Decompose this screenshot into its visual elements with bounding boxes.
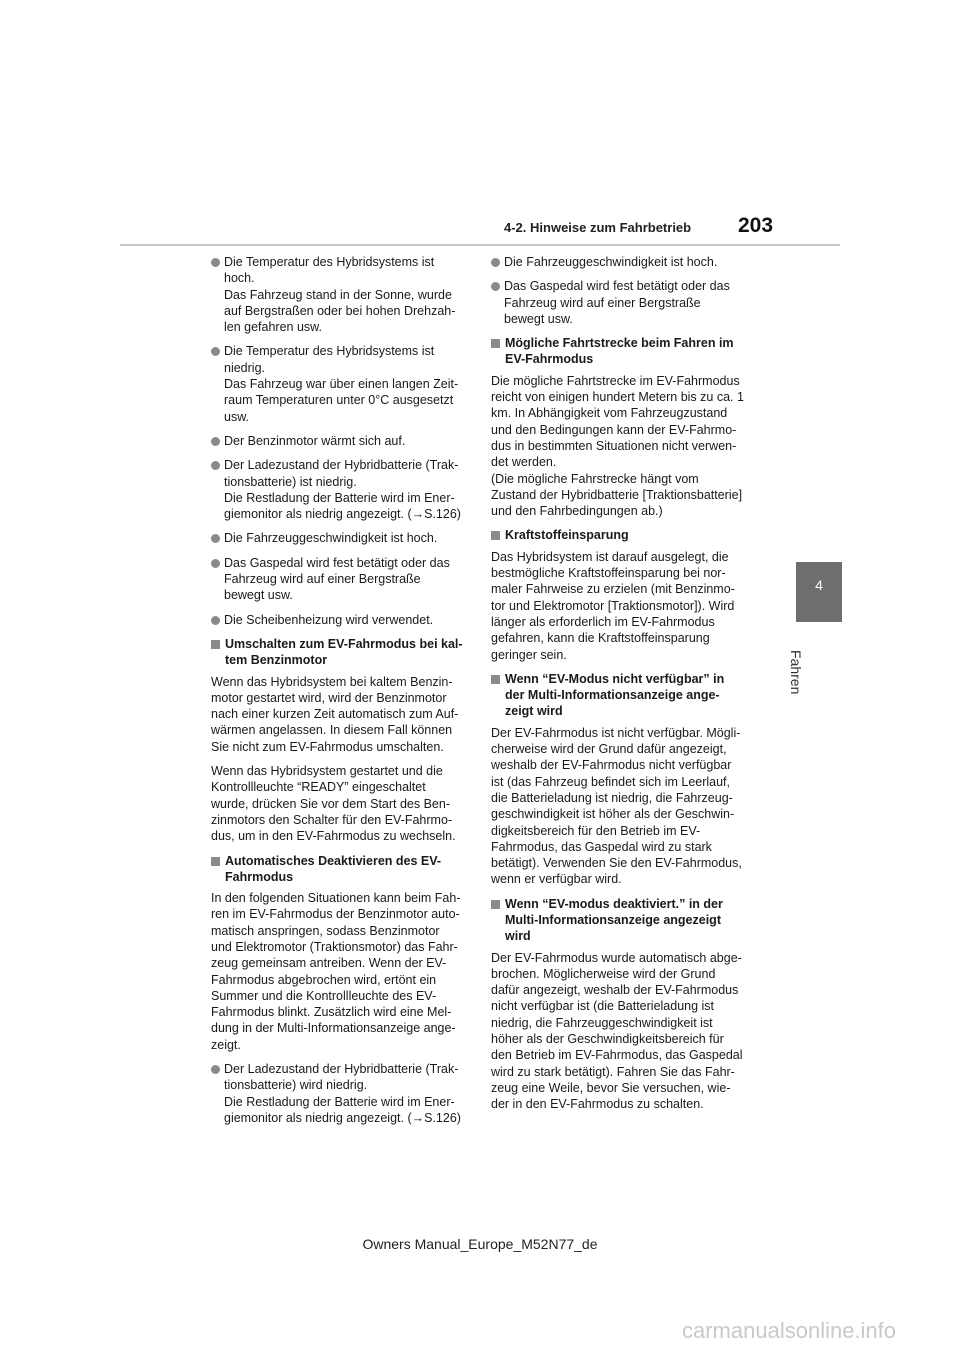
text-line: Mögliche Fahrtstrecke beim Fahren im xyxy=(505,336,734,351)
text-line: reicht von einigen hundert Metern bis zu ca. 1 xyxy=(491,390,744,405)
text-line: zeigt. xyxy=(211,1037,241,1052)
chapter-label xyxy=(780,650,812,710)
text-line: EV-Fahrmodus xyxy=(505,352,594,367)
text-line: raum Temperaturen unter 0°C ausgesetzt xyxy=(224,393,454,408)
paragraph xyxy=(491,725,751,888)
text-line: Fahrmodus xyxy=(225,869,294,884)
section-header: 4-2. Hinweise zum Fahrbetrieb xyxy=(504,220,692,235)
section-heading xyxy=(491,527,751,543)
text-line: wird xyxy=(505,929,531,944)
text-line: zeug gemeinsam antreiben. Wenn der EV- xyxy=(211,956,447,971)
text-line: auf Bergstraßen oder bei hohen Drehzah- xyxy=(224,303,456,318)
text-line: Kontrollleuchte “READY” eingeschaltet xyxy=(211,780,426,795)
text-line: ist (das Fahrzeug befindet sich im Leerlauf, xyxy=(491,774,731,789)
text-line: tionsbatterie) wird niedrig. xyxy=(224,1078,368,1093)
text-line: Zustand der Hybridbatterie [Traktionsbatterie] xyxy=(491,487,743,502)
text-line: Summer und die Kontrollleuchte des EV- xyxy=(211,988,437,1003)
paragraph xyxy=(491,549,751,663)
text-line: niedrig, die Fahrzeuggeschwindigkeit ist xyxy=(491,1015,713,1030)
text-line: Die Restladung der Batterie wird im Ener- xyxy=(224,490,455,505)
footer-text: Owners Manual_Europe_M52N77_de xyxy=(362,1236,598,1252)
text-line: dung in der Multi-Informationsanzeige ange- xyxy=(211,1021,456,1036)
text-line: det werden. xyxy=(491,455,557,470)
paragraph xyxy=(491,373,751,520)
text-line: usw. xyxy=(224,409,250,424)
paragraph xyxy=(211,674,471,755)
text-line: länger als erforderlich im EV-Fahrmodus xyxy=(491,614,715,629)
header-divider xyxy=(120,244,840,246)
text-line: Der Ladezustand der Hybridbatterie (Trak- xyxy=(224,1062,459,1077)
text-line: (Die mögliche Fahrstrecke hängt vom xyxy=(491,471,699,486)
bullet-item xyxy=(211,612,471,628)
text-line: In den folgenden Situationen kann beim Fah- xyxy=(211,891,461,906)
text-line: km. In Abhängigkeit vom Fahrzeugzustand xyxy=(491,406,728,421)
bullet-item xyxy=(211,530,471,546)
bullet-item xyxy=(211,555,471,604)
text-line: der Multi-Informationsanzeige ange- xyxy=(505,688,720,703)
text-line: geringer sein. xyxy=(491,647,567,662)
text-line: wenn er verfügbar wird. xyxy=(491,872,622,887)
paragraph xyxy=(491,950,751,1113)
text-line: Die Temperatur des Hybridsystems ist xyxy=(224,255,435,269)
text-line: bewegt usw. xyxy=(224,588,293,603)
text-line: maler Fahrweise zu erzielen (mit Benzinmo- xyxy=(491,582,735,597)
text-line: geschwindigkeit ist höher als der Geschwin- xyxy=(491,807,735,822)
text-line: wird zu stark betätigt). Fahren Sie das Fahr- xyxy=(491,1064,735,1079)
text-line: Wenn das Hybridsystem gestartet und die xyxy=(211,764,443,779)
text-line: die Batterieladung ist niedrig, die Fahrzeug- xyxy=(491,790,733,805)
text-line: Kraftstoffeinsparung xyxy=(505,528,629,543)
text-line: Multi-Informationsanzeige angezeigt xyxy=(505,912,721,927)
text-line: dus, um in den EV-Fahrmodus zu wechseln. xyxy=(211,829,456,844)
text-line: giemonitor als niedrig angezeigt. (→S.126) xyxy=(224,507,461,522)
text-line: Umschalten zum EV-Fahrmodus bei kal- xyxy=(225,636,463,651)
text-line: und den Bedingungen kann der EV-Fahrmo- xyxy=(491,422,737,437)
text-line: Die mögliche Fahrtstrecke im EV-Fahrmodus xyxy=(491,373,740,388)
paragraph xyxy=(211,763,471,844)
text-line: weshalb der EV-Fahrmodus nicht verfügbar xyxy=(491,758,732,773)
section-heading xyxy=(491,896,751,945)
text-line: brochen. Möglicherweise wird der Grund xyxy=(491,966,716,981)
text-line: Das Gaspedal wird fest betätigt oder das xyxy=(504,279,730,294)
text-line: nach einer kurzen Zeit automatisch zum Auf- xyxy=(211,707,459,722)
bullet-item xyxy=(211,457,471,522)
text-line: und Elektromotor (Traktionsmotor) das Fahr- xyxy=(211,939,458,954)
text-line: und den Fahrbedingungen ab.) xyxy=(491,504,663,519)
text-line: niedrig. xyxy=(224,360,265,375)
text-line: tem Benzinmotor xyxy=(225,653,328,668)
text-line: len gefahren usw. xyxy=(224,320,322,335)
text-line: Der Ladezustand der Hybridbatterie (Trak- xyxy=(224,458,459,473)
text-line: Fahrmodus blinkt. Zusätzlich wird eine Mel- xyxy=(211,1005,452,1020)
text-line: motor gestartet wird, wird der Benzinmotor xyxy=(211,690,447,705)
text-line: Die Fahrzeuggeschwindigkeit ist hoch. xyxy=(224,531,438,546)
text-line: Sie nicht zum EV-Fahrmodus umschalten. xyxy=(211,739,444,754)
bullet-item xyxy=(211,343,471,424)
text-line: Das Gaspedal wird fest betätigt oder das xyxy=(224,555,450,570)
text-line: wurde, drücken Sie vor dem Start des Ben- xyxy=(211,796,451,811)
section-heading xyxy=(211,853,471,886)
chapter-label-text: Fahren xyxy=(788,650,804,695)
text-line: Die Restladung der Batterie wird im Ener- xyxy=(224,1094,455,1109)
text-line: Der Benzinmotor wärmt sich auf. xyxy=(224,433,406,448)
bullet-item xyxy=(211,433,471,449)
section-heading xyxy=(211,636,471,669)
left-column xyxy=(211,254,471,1134)
text-line: digkeitsbereich für den Betrieb im EV- xyxy=(491,823,701,838)
section-heading xyxy=(491,671,751,720)
text-line: zeigt wird xyxy=(505,704,563,719)
bullet-item xyxy=(211,1061,471,1126)
text-line: gefahren, kann die Kraftstoffeinsparung xyxy=(491,631,710,646)
bullet-item xyxy=(491,278,751,327)
text-line: ren im EV-Fahrmodus der Benzinmotor auto- xyxy=(211,907,460,922)
text-line: Fahrmodus, das Gaspedal wird zu stark xyxy=(491,839,712,854)
chapter-number-tab: 4 xyxy=(796,562,842,622)
text-line: Die Temperatur des Hybridsystems ist xyxy=(224,344,435,359)
text-line: tor und Elektromotor [Traktionsmotor]). Wird xyxy=(491,598,735,613)
text-line: betätigt). Verwenden Sie den EV-Fahrmodus, xyxy=(491,856,742,871)
text-line: bestmögliche Kraftstoffeinsparung bei nor- xyxy=(491,566,726,581)
text-line: nicht verfügbar ist (die Batterieladung ist xyxy=(491,999,715,1014)
section-heading xyxy=(491,335,751,368)
text-line: Das Fahrzeug stand in der Sonne, wurde xyxy=(224,287,452,302)
text-line: dafür angezeigt, weshalb der EV-Fahrmodus xyxy=(491,983,739,998)
text-line: den Betrieb im EV-Fahrmodus, das Gaspedal xyxy=(491,1048,743,1063)
text-line: Wenn “EV-modus deaktiviert.” in der xyxy=(505,896,723,911)
text-line: Fahrzeug wird auf einer Bergstraße xyxy=(504,295,701,310)
text-line: Das Hybridsystem ist darauf ausgelegt, die xyxy=(491,549,729,564)
watermark-text: carmanualsonline.info xyxy=(682,1318,897,1343)
text-line: cherweise wird der Grund dafür angezeigt, xyxy=(491,742,727,757)
text-line: Die Fahrzeuggeschwindigkeit ist hoch. xyxy=(504,255,718,269)
text-line: bewegt usw. xyxy=(504,311,573,326)
text-line: giemonitor als niedrig angezeigt. (→S.126) xyxy=(224,1110,461,1125)
bullet-item xyxy=(211,254,471,335)
text-line: tionsbatterie) ist niedrig. xyxy=(224,474,357,489)
bullet-item xyxy=(491,254,751,270)
text-line: hoch. xyxy=(224,271,255,286)
page-number: 203 xyxy=(738,214,774,237)
text-line: höher als der Geschwindigkeitsbereich für xyxy=(491,1032,724,1047)
text-line: Die Scheibenheizung wird verwendet. xyxy=(224,612,434,627)
text-line: matisch anspringen, sodass Benzinmotor xyxy=(211,923,440,938)
text-line: Fahrmodus abgebrochen wird, ertönt ein xyxy=(211,972,437,987)
text-line: Automatisches Deaktivieren des EV- xyxy=(225,853,442,868)
text-line: Der EV-Fahrmodus ist nicht verfügbar. Mögli- xyxy=(491,725,741,740)
text-line: Wenn “EV-Modus nicht verfügbar” in xyxy=(505,671,725,686)
paragraph xyxy=(211,890,471,1053)
text-line: Das Fahrzeug war über einen langen Zeit- xyxy=(224,377,459,392)
right-column xyxy=(491,254,751,1121)
text-line: zeug eine Weile, bevor Sie versuchen, wie- xyxy=(491,1080,731,1095)
text-line: dus in bestimmten Situationen nicht verwen- xyxy=(491,438,737,453)
text-line: Der EV-Fahrmodus wurde automatisch abge- xyxy=(491,950,742,965)
text-line: der in den EV-Fahrmodus zu schalten. xyxy=(491,1097,704,1112)
text-line: wärmen angelassen. In diesem Fall können xyxy=(211,723,453,738)
text-line: Fahrzeug wird auf einer Bergstraße xyxy=(224,572,421,587)
text-line: zinmotors den Schalter für den EV-Fahrmo- xyxy=(211,812,453,827)
text-line: Wenn das Hybridsystem bei kaltem Benzin- xyxy=(211,674,453,689)
